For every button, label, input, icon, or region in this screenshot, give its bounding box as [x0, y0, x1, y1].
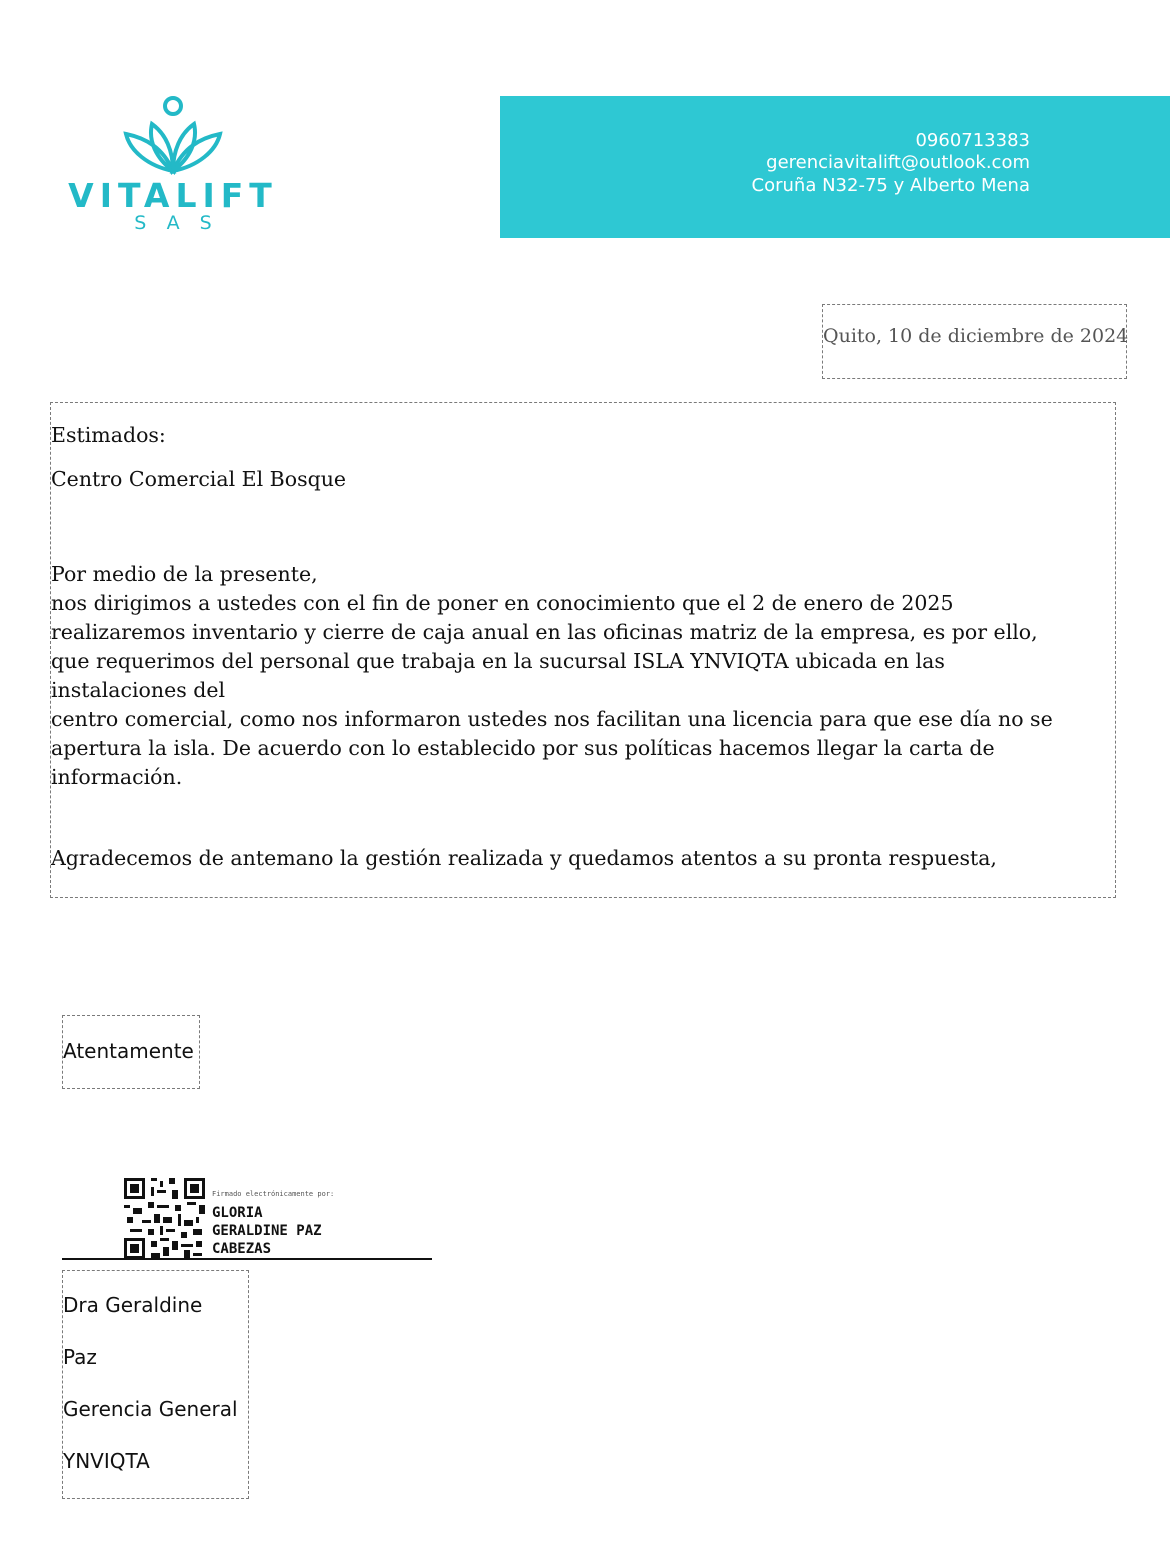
recipient: Centro Comercial El Bosque [51, 467, 347, 491]
date-box [822, 304, 1127, 379]
body-line: que requerimos del personal que trabaja en la sucursal ISLA YNVIQTA ubicada en las [51, 649, 945, 673]
closing-box [62, 1015, 200, 1089]
letter-date: Quito, 10 de diciembre de 2024 [823, 325, 1129, 347]
body-line: Por medio de la presente, [51, 562, 318, 586]
letter-body [50, 402, 1116, 898]
qr-code-icon [124, 1178, 205, 1259]
body-line: información. [51, 765, 183, 789]
closing: Atentamente [63, 1039, 194, 1063]
body-line: apertura la isla. De acuerdo con lo establecido por sus políticas hacemos llegar la carta de [51, 736, 995, 760]
greeting: Estimados: [51, 423, 166, 447]
body-line: nos dirigimos a ustedes con el fin de poner en conocimiento que el 2 de enero de 2025 [51, 591, 954, 615]
signer-box [62, 1270, 249, 1499]
body-line: centro comercial, como nos informaron ustedes nos facilitan una licencia para que ese día no se [51, 707, 1053, 731]
body-line: realizaremos inventario y cierre de caja anual en las oficinas matriz de la empresa, es por ello, [51, 620, 1038, 644]
signature-line [62, 1258, 432, 1260]
body-paragraph [51, 560, 1117, 792]
signer-name-line: GLORIA [212, 1205, 263, 1221]
signer-line: Dra Geraldine [63, 1293, 203, 1317]
brand-suffix: SAS [134, 212, 232, 234]
body-line: instalaciones del [51, 678, 226, 702]
contact-email: gerenciavitalift@outlook.com [766, 152, 1030, 173]
contact-banner [500, 96, 1170, 238]
signer-line: YNVIQTA [63, 1449, 150, 1473]
company-logo [58, 96, 288, 241]
signer-line: Gerencia General [63, 1397, 238, 1421]
signer-name-line: GERALDINE PAZ [212, 1223, 322, 1239]
contact-phone: 0960713383 [915, 130, 1030, 151]
signer-line: Paz [63, 1345, 97, 1369]
lotus-leaves-icon [118, 96, 228, 176]
thanks-line: Agradecemos de antemano la gestión realizada y quedamos atentos a su pronta respuesta, [51, 846, 997, 870]
contact-address: Coruña N32-75 y Alberto Mena [751, 175, 1030, 196]
signed-by-label: Firmado electrónicamente por: [212, 1190, 335, 1198]
signer-name-line: CABEZAS [212, 1241, 272, 1257]
brand-name: VITALIFT [68, 176, 278, 215]
